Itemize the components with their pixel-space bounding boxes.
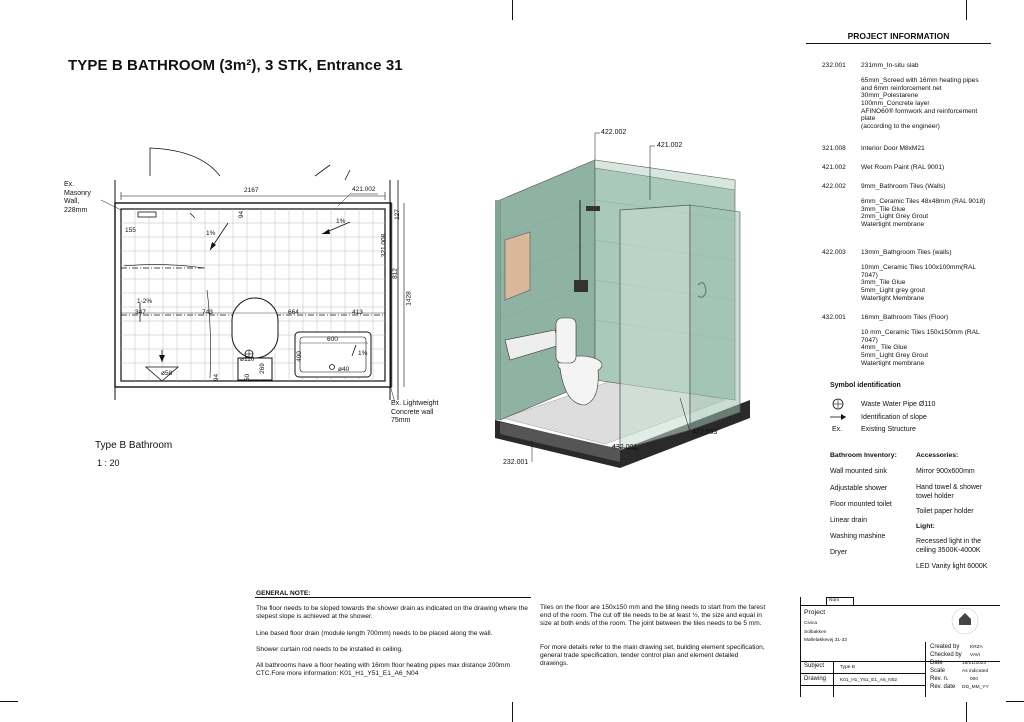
dim-1428: 1428 bbox=[405, 291, 413, 306]
tb-project-line: Civica bbox=[804, 621, 818, 626]
tb-field-label: Rev. n. bbox=[930, 676, 949, 682]
tb-field-value: 18/01/2023 bbox=[962, 661, 987, 666]
slope-1pct-b: 1% bbox=[336, 218, 346, 225]
tb-project-label: Project bbox=[804, 609, 826, 616]
pi-text-421: Wet Room Paint (RAL 9001) bbox=[861, 164, 945, 171]
dim-812: 812 bbox=[391, 268, 399, 279]
iso-label-232-001: 232.001 bbox=[503, 459, 529, 466]
pi-text-321: Interior Door M8xM21 bbox=[861, 145, 925, 152]
dim-58: ø58 bbox=[161, 370, 173, 377]
plan-scale: 1 : 20 bbox=[97, 458, 120, 468]
pi-text-432: 16mm_Bathroom Tiles (Floor) 10 mm_Ceramic Tiles 150x150mm (RAL 7047) 4mm_ Tile Glue 5mm_Light Grey Grout Watertight membrane bbox=[861, 314, 980, 367]
iso-label-422-002: 422.002 bbox=[601, 129, 627, 136]
tb-field-label: Rev. date bbox=[930, 684, 956, 690]
note-paragraph: All bathrooms have a floor heating with 16mm floor heating pipes max distance 200mm CTC.Fore more information: K01_H1_Y51_E1_A6_N04 bbox=[256, 662, 510, 677]
tb-drawing: K01_H1_Y51_E1_A6_N02 bbox=[840, 678, 898, 683]
tb-field-value: As indicated bbox=[962, 669, 989, 674]
dim-347: 347 bbox=[135, 309, 146, 316]
symbol-ex-code: Ex. bbox=[832, 426, 843, 433]
pi-code-421: 421.002 bbox=[822, 164, 846, 171]
project-info-heading: PROJECT INFORMATION bbox=[806, 31, 991, 44]
tb-subject: Type B bbox=[840, 665, 855, 670]
pi-text-232: 231mm_In-situ slab 65mm_Screed with 16mm heating pipes and 6mm reinforcement net 30mm_Polestarene 100mm_Concrete layer AFINO60® formwork and reinforcement plate (according to the engineer) bbox=[861, 62, 979, 130]
pi-text-422-002: 9mm_Bathroom Tiles (Walls) 6mm_Ceramic Tiles 48x48mm (RAL 9018) 3mm_Tile Glue 2mm_Light Grey Grout Watertight membrane bbox=[861, 183, 986, 228]
pi-code-232: 232.001 bbox=[822, 62, 846, 69]
tb-subject-label: Subject bbox=[804, 663, 825, 669]
dim-269: 269 bbox=[258, 363, 266, 374]
inventory-item: Dryer bbox=[830, 549, 848, 556]
inventory-heading: Bathroom Inventory: bbox=[830, 452, 897, 459]
symbols-heading: Symbol identification bbox=[830, 382, 901, 389]
dim-40: ø40 bbox=[338, 366, 350, 373]
label-321-008: 321.008 bbox=[380, 233, 388, 258]
note-paragraph: For more details refer to the main drawing set, building element specification, general trade specification, tender control plan and element detailed drawings. bbox=[540, 644, 765, 667]
label-421-002-plan: 421.002 bbox=[352, 186, 376, 193]
lightweight-wall-label: Ex. Lightweight Concrete wall 75mm bbox=[391, 400, 439, 424]
dim-664: 664 bbox=[288, 309, 299, 316]
inventory-item: Adjustable shower bbox=[830, 485, 888, 492]
tb-field-value: KRZA bbox=[970, 645, 983, 650]
pi-code-321: 321.008 bbox=[822, 145, 846, 152]
note-paragraph: Tiles on the floor are 150x150 mm and the tiling needs to start from the farest end of the room. The cut off tile needs to be at least ½, the size and equal in size at both ends of the room. The joint between the tiles needs to be 5 mm. bbox=[540, 604, 766, 627]
symbol-existing: Existing Structure bbox=[861, 426, 916, 433]
slope-1pct-c: 1% bbox=[358, 350, 368, 357]
accessories-heading: Accessories: bbox=[916, 452, 959, 459]
dim-2167: 2167 bbox=[244, 187, 259, 194]
tb-project-line: Mølleløkkevej 31-33 bbox=[804, 638, 847, 643]
accessory-item: Toilet paper holder bbox=[916, 508, 974, 515]
accessory-item: Mirror 900x600mm bbox=[916, 468, 975, 475]
pi-text-422-003: 13mm_Bathgroom Tiles (walls) 10mm_Ceramic Tiles 100x100mm(RAL 7047) 3mm_Tile Glue 5mm_Light grey grout Watertight Membrane bbox=[861, 249, 976, 302]
iso-label-422-003: 422.003 bbox=[692, 429, 718, 436]
drawing-title: TYPE B BATHROOM (3m²), 3 STK, Entrance 31 bbox=[68, 57, 403, 74]
tb-nom: Nom bbox=[829, 598, 840, 603]
pi-code-422-002: 422.002 bbox=[822, 183, 846, 190]
tb-field-value: VAVI bbox=[970, 653, 981, 658]
dim-94-bottom: 94 bbox=[213, 373, 221, 382]
dim-94-top: 94 bbox=[238, 210, 246, 219]
accessory-item: Hand towel & shower towel holder bbox=[916, 484, 983, 500]
inventory-item: Floor mounted toilet bbox=[830, 501, 892, 508]
tb-field-label: Scale bbox=[930, 668, 946, 674]
iso-label-432-001: 432.001 bbox=[612, 444, 638, 451]
inventory-item: Washing mashine bbox=[830, 533, 886, 540]
light-heading: Light: bbox=[916, 523, 935, 530]
iso-label-421-002: 421.002 bbox=[657, 142, 683, 149]
note-paragraph: The floor needs to be sloped towards the shower drain as indicated on the drawing where the stepest slope is achieved at the shower. bbox=[256, 605, 528, 620]
dim-400: 400 bbox=[295, 351, 303, 362]
logo-text: Reno Group bbox=[954, 625, 975, 629]
pi-code-432: 432.001 bbox=[822, 314, 846, 321]
plan-name: Type B Bathroom bbox=[95, 440, 173, 451]
dim-127: 127 bbox=[393, 209, 401, 220]
notes-heading: GENERAL NOTE: bbox=[256, 590, 311, 597]
tb-field-label: Created by bbox=[930, 644, 960, 650]
symbol-pipe: Waste Water Pipe Ø110 bbox=[861, 401, 936, 408]
dim-600: 600 bbox=[327, 336, 338, 343]
dim-50: 50 bbox=[244, 373, 252, 382]
existing-wall-label: Ex. Masonry Wall, 228mm bbox=[64, 181, 91, 214]
light-item: LED Vanity light 6000K bbox=[916, 563, 988, 570]
pi-code-422-003: 422.003 bbox=[822, 249, 846, 256]
slope-1pct-a: 1% bbox=[206, 230, 216, 237]
inventory-item: Linear drain bbox=[830, 517, 867, 524]
tb-drawing-label: Drawing bbox=[804, 676, 827, 682]
symbol-slope: Identification of slope bbox=[861, 414, 927, 421]
tb-field-value: DD_MM_YY bbox=[962, 685, 989, 690]
note-paragraph: Line based floor drain (module length 700mm) needs to be placed along the wall. bbox=[256, 630, 493, 637]
tb-project-line: Solbakken bbox=[804, 630, 827, 635]
tb-field-value: 000 bbox=[970, 677, 979, 682]
dim-pipe-110: ø110 bbox=[240, 356, 255, 363]
dim-413: 413 bbox=[352, 309, 363, 316]
inventory-item: Wall mounted sink bbox=[830, 468, 887, 475]
tb-field-label: Checked by bbox=[930, 652, 962, 658]
tb-field-label: Date bbox=[930, 660, 943, 666]
light-item: Recessed light in the ceiling 3500K-4000K bbox=[916, 538, 981, 554]
dim-155: 155 bbox=[125, 227, 136, 234]
slope-1-2pct: 1-2% bbox=[137, 298, 153, 305]
dim-743: 743 bbox=[202, 309, 213, 316]
note-paragraph: Shower curtain rod needs to be installed in ceiling. bbox=[256, 646, 403, 653]
